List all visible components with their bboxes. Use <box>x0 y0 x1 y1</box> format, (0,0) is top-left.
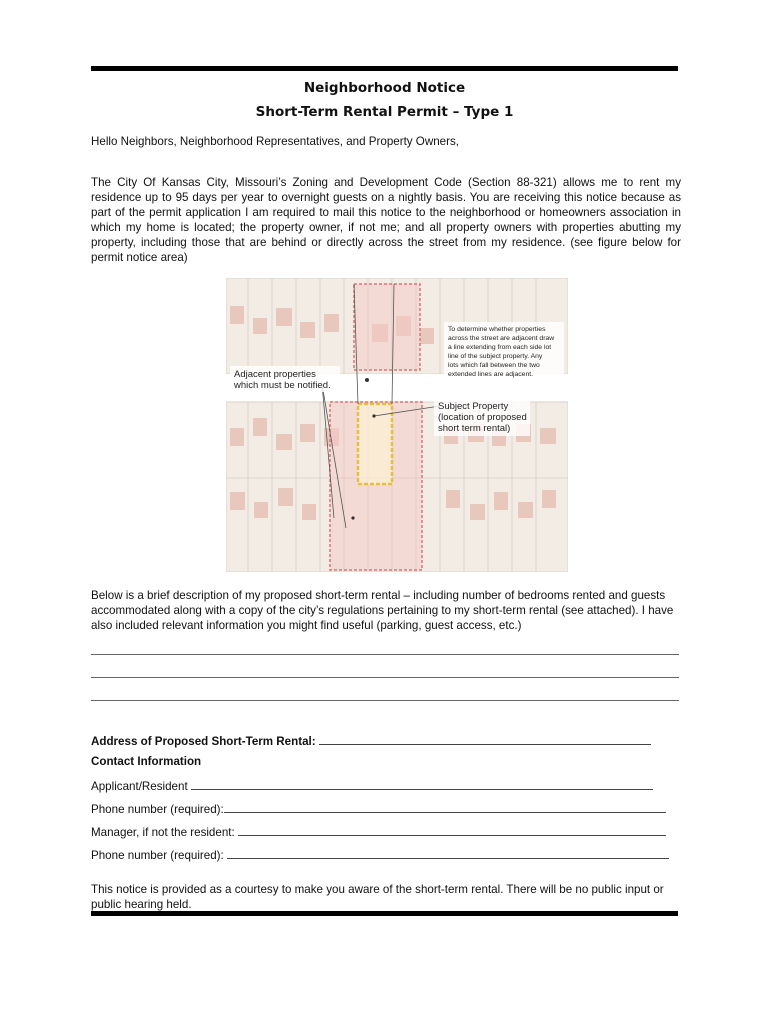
phone-field-1 <box>91 801 666 816</box>
manager-label: Manager, if not the resident: <box>91 826 235 839</box>
page-title: Neighborhood Notice <box>303 80 466 96</box>
subject-label-line: Subject Property <box>438 401 509 412</box>
address-field <box>91 733 651 748</box>
manager-input-line[interactable] <box>238 824 666 836</box>
description-blank-line[interactable] <box>91 700 679 701</box>
phone-label-1: Phone number (required): <box>91 803 224 816</box>
address-input-line[interactable] <box>319 733 651 745</box>
adjacent-parcels-north <box>354 284 420 370</box>
description-paragraph: Below is a brief description of my proposed short-term rental – including number of bedrooms rented and guests accommodated along with a copy of the city’s regulations pertaining to my short-term rental (see attached). I have also included relevant information you might find useful (parking, guest access, etc.) <box>91 589 674 632</box>
note-line: lots which fall between the two <box>448 362 540 369</box>
closing-paragraph: This notice is provided as a courtesy to make you aware of the short-term rental. There will be no public input or public hearing held. <box>91 883 664 911</box>
map-marker <box>351 516 354 519</box>
applicant-label: Applicant/Resident <box>91 780 188 793</box>
adjacent-label-line: Adjacent properties <box>234 369 316 380</box>
phone-input-line-2[interactable] <box>227 847 669 859</box>
subject-label-line: short term rental) <box>438 423 511 434</box>
top-rule <box>91 66 678 71</box>
phone-field-2 <box>91 847 669 862</box>
manager-field <box>91 824 666 839</box>
note-line: line of the subject property. Any <box>448 353 543 360</box>
contact-heading: Contact Information <box>91 755 202 768</box>
intro-paragraph: The City Of Kansas City, Missouri’s Zoning and Development Code (Section 88-321) allows me to rent my residence up to 95 days per year to overnight guests on a nightly basis. You are receiving this notice because as part of the permit application I am required to mail this notice to the neighborhood or homeowners association in which my home is located; the property owner, if not me; and all property owners with properties abutting my property, including those that are behind or directly across the street from my residence. (see figure below for permit notice area) <box>91 176 681 264</box>
permit-notice-area-map <box>226 278 568 572</box>
note-line: To determine whether properties <box>448 326 546 333</box>
phone-label-2: Phone number (required): <box>91 849 224 862</box>
applicant-input-line[interactable] <box>191 778 653 790</box>
note-line: extended lines are adjacent. <box>448 371 534 378</box>
address-label: Address of Proposed Short-Term Rental: <box>91 735 316 748</box>
phone-input-line-1[interactable] <box>224 801 666 813</box>
description-blank-line[interactable] <box>91 677 679 678</box>
map-marker <box>365 378 369 382</box>
note-line: across the street are adjacent draw <box>448 335 555 342</box>
map-marker <box>372 414 375 417</box>
note-line: a line extending from each side lot <box>448 344 552 351</box>
adjacent-label-line: which must be notified. <box>234 380 331 391</box>
applicant-field <box>91 778 653 793</box>
bottom-rule <box>91 911 678 916</box>
subject-label-line: (location of proposed <box>438 412 527 423</box>
description-blank-line[interactable] <box>91 654 679 655</box>
greeting: Hello Neighbors, Neighborhood Representatives, and Property Owners, <box>91 135 459 148</box>
page-subtitle: Short-Term Rental Permit – Type 1 <box>255 104 514 120</box>
